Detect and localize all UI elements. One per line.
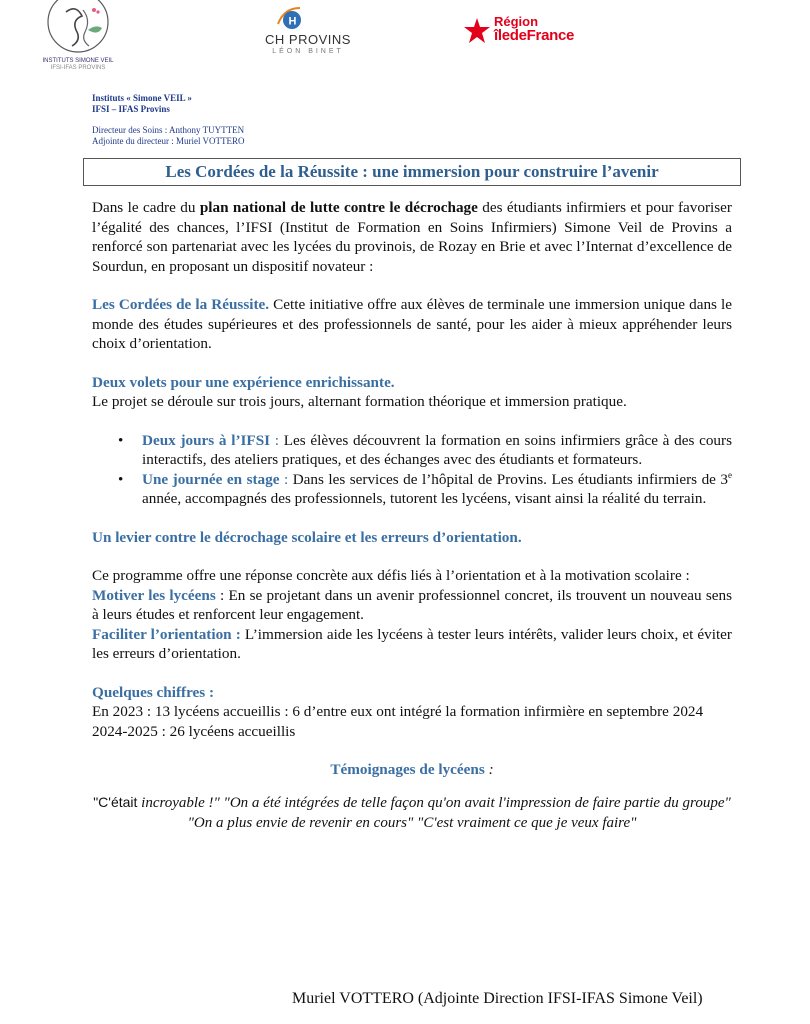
motiver-paragraph: [92, 586, 732, 625]
signature: Muriel VOTTERO (Adjointe Direction IFSI-IFAS Simone Veil): [292, 990, 703, 1007]
faciliter-text: L’immersion aide les lycéens à tester leurs intérêts, valider leurs choix, et éviter les erreurs d’orientation.: [92, 625, 732, 662]
logo-left-sub: IFSI-IFAS PROVINS: [50, 65, 106, 71]
temoignages-title: Témoignages de lycéens: [330, 761, 485, 778]
item-sup: e: [728, 469, 732, 480]
header-info: [92, 93, 245, 147]
cordees-label: Les Cordées de la Réussite.: [92, 296, 270, 313]
motiver-label: Motiver les lycéens: [92, 586, 216, 604]
intro-bold: plan national de lutte contre le décrochage: [199, 199, 478, 216]
logo-right-line2: îledeFrance: [494, 27, 575, 44]
bullet-icon: •: [118, 470, 124, 488]
quote-start: "C'était: [93, 793, 138, 810]
item-label: Deux jours à l’IFSI: [142, 431, 271, 449]
list-item: [118, 469, 732, 509]
item-label: Une journée en stage: [142, 470, 280, 488]
logo-bar: [0, 0, 810, 90]
intro-paragraph: [92, 198, 732, 276]
cordees-text: Cette initiative offre aux élèves de terminale une immersion unique dans le monde des études supérieures et des professionnels de santé, pour les aider à mieux appréhender leurs choix d’orientation.: [92, 296, 732, 352]
volets-text: Le projet se déroule sur trois jours, alternant formation théorique et immersion pratique.: [92, 393, 627, 410]
chiffres-line1: En 2023 : 13 lycéens accueillis : 6 d’entre eux ont intégré la formation infirmière en septembre 2024: [92, 703, 704, 720]
testimonial-quote: [92, 792, 732, 833]
cordees-paragraph: [92, 295, 732, 354]
levier-heading: Un levier contre le décrochage scolaire et les erreurs d’orientation.: [92, 528, 522, 546]
hospital-h-icon: [248, 4, 368, 34]
volets-heading: Deux volets pour une expérience enrichissante.: [92, 373, 395, 391]
header-line2: IFSI – IFAS Provins: [92, 104, 170, 114]
item-text: Les élèves découvrent la formation en soins infirmiers grâce à des cours interactifs, des ateliers pratiques, et des échanges avec des étudiants et formateurs.: [142, 431, 732, 468]
chiffres-line2: 2024-2025 : 26 lycéens accueillis: [92, 722, 296, 740]
header-line1: Instituts « Simone VEIL »: [92, 93, 192, 103]
item-text: Dans les services de l’hôpital de Provins. Les étudiants infirmiers de 3: [292, 470, 728, 488]
item-text-b: année, accompagnés des professionnels, tutorent les lycéens, visant ainsi la réalité du terrain.: [142, 490, 707, 507]
volets-list: [92, 431, 732, 509]
temoignages-heading: [92, 760, 732, 780]
faciliter-paragraph: [92, 625, 732, 664]
levier-intro: Ce programme offre une réponse concrète aux défis liés à l’orientation et à la motivation scolaire :: [92, 567, 690, 584]
intro-text-1: Dans le cadre du: [92, 199, 200, 216]
logo-right-line1: Région: [494, 14, 539, 29]
region-idf-logo: [462, 14, 612, 44]
page-title: Les Cordées de la Réussite : une immersion pour construire l’avenir: [83, 158, 741, 186]
simone-veil-logo: [28, 0, 128, 72]
ch-provins-logo: [248, 4, 368, 54]
bullet-icon: •: [118, 431, 124, 449]
star-icon: [462, 16, 492, 46]
faciliter-label: Faciliter l’orientation :: [92, 625, 241, 643]
motiver-text: : En se projetant dans un avenir professionnel concret, ils trouvent un nouveau sens à leurs études et renforcent leur engagement.: [92, 586, 732, 623]
logo-mid-sub: LÉON BINET: [272, 48, 344, 55]
quote-rest: incroyable !" "On a été intégrées de telle façon qu'on avait l'impression de faire partie du groupe" "On a plus envie de revenir en cours" "C'est vraiment ce que je veux faire": [137, 794, 731, 831]
chiffres-heading: Quelques chiffres :: [92, 683, 215, 701]
item-sep: :: [279, 470, 293, 488]
header-line3: Directeur des Soins : Anthony TUYTTEN: [92, 125, 245, 135]
header-line4: Adjointe du directeur : Muriel VOTTERO: [92, 136, 245, 146]
intro-text-2: des étudiants infirmiers et pour favoriser l’égalité des chances, l’IFSI (Institut de Formation en Soins Infirmiers) Simone Veil de Provins a renforcé son partenariat avec les lycées du provinois, de Rozay en Brie et avec l’Internat d’excellence de Sourdun, en proposant un dispositif novateur :: [92, 199, 732, 275]
list-item: [118, 431, 732, 470]
simone-veil-emblem-icon: [28, 0, 128, 60]
temoignages-colon: :: [484, 761, 494, 778]
document-body: [92, 198, 732, 833]
svg-text:H: H: [288, 15, 297, 28]
logo-mid-name: CH PROVINS: [265, 32, 351, 47]
logo-left-text: INSTITUTS SIMONE VEIL: [42, 58, 114, 64]
item-sep: :: [270, 431, 284, 449]
